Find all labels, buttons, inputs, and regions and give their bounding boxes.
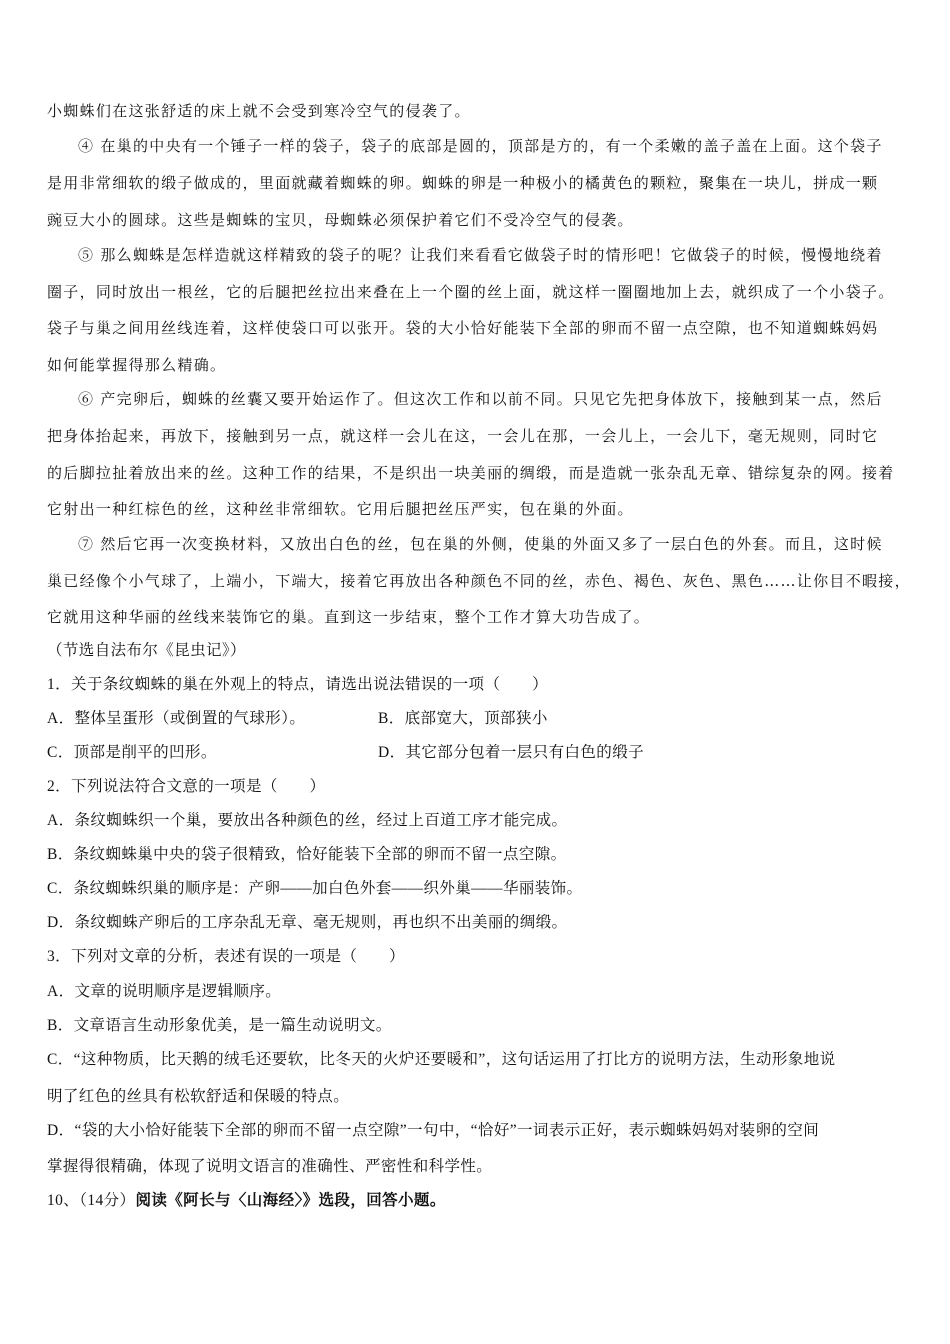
passage-paragraph-5: ⑤ 那么蜘蛛是怎样造就这样精致的袋子的呢？让我们来看看它做袋子时的情形吧！它做袋子的时候，慢慢地绕着 [78,246,883,264]
question-3-option-a: A．文章的说明顺序是逻辑顺序。 [47,983,282,1000]
question-1-option-c: C．顶部是削平的凹形。 [47,744,217,761]
passage-line: 圈子，同时放出一根丝，它的后腿把丝拉出来叠在上一个圈的丝上面，就这样一圈圈地加上去，就织成了一个小袋子。 [47,283,895,301]
question-1-option-b: B．底部宽大，顶部狭小 [378,710,548,727]
question-2-option-b: B．条纹蜘蛛巢中央的袋子很精致，恰好能装下全部的卵而不留一点空隙。 [47,846,567,863]
question-3-option-d-cont: 掌握得很精确，体现了说明文语言的准确性、严密性和科学性。 [47,1158,493,1175]
passage-paragraph-6: ⑥ 产完卵后，蜘蛛的丝囊又要开始运作了。但这次工作和以前不同。只见它先把身体放下，接触到某一点，然后 [78,390,883,408]
question-2-stem: 2．下列说法符合文意的一项是（ ） [47,778,326,795]
passage-source: （节选自法布尔《昆虫记》） [47,642,246,659]
question-2-option-c: C．条纹蜘蛛织巢的顺序是：产卵——加白色外套——织外巢——华丽装饰。 [47,880,583,897]
question-2-option-a: A．条纹蜘蛛织一个巢，要放出各种颜色的丝，经过上百道工序才能完成。 [47,812,568,829]
question-3-stem: 3．下列对文章的分析，表述有误的一项是（ ） [47,948,405,965]
passage-paragraph-7: ⑦ 然后它再一次变换材料，又放出白色的丝，包在巢的外侧，使巢的外面又多了一层白色的外套。而且，这时候 [78,535,883,553]
question-1-stem: 1．关于条纹蜘蛛的巢在外观上的特点，请选出说法错误的一项（ ） [47,676,549,693]
section-instruction: 阅读《阿长与〈山海经〉》选段，回答小题。 [135,1192,446,1209]
passage-line: 小蜘蛛们在这张舒适的床上就不会受到寒冷空气的侵袭了。 [47,102,471,120]
question-3-option-b: B．文章语言生动形象优美，是一篇生动说明文。 [47,1017,392,1034]
passage-line: 巢已经像个小气球了，上端小，下端大，接着它再放出各种颜色不同的丝，赤色、褐色、灰色、黑色……让你目不暇接， [47,572,911,590]
passage-line: 它射出一种红棕色的丝，这种丝非常细软。它用后腿把丝压严实，包在巢的外面。 [47,500,634,518]
question-3-option-c-cont: 明了红色的丝具有松软舒适和保暖的特点。 [47,1088,350,1105]
passage-line: 豌豆大小的圆球。这些是蜘蛛的宝贝，母蜘蛛必须保护着它们不受冷空气的侵袭。 [47,211,634,229]
question-3-option-c: C．“这种物质，比天鹅的绒毛还要软，比冬天的火炉还要暖和”，这句话运用了打比方的说明方法，生动形象地说 [47,1051,836,1068]
section-10-header [47,1191,446,1211]
question-1-option-d: D．其它部分包着一层只有白色的缎子 [378,744,644,761]
question-3-option-d: D．“袋的大小恰好能装下全部的卵而不留一点空隙”一句中，“恰好”一词表示正好，表示蜘蛛妈妈对装卵的空间 [47,1122,820,1139]
section-number: 10、 [47,1192,80,1209]
passage-paragraph-4: ④ 在巢的中央有一个锤子一样的袋子，袋子的底部是圆的，顶部是方的，有一个柔嫩的盖子盖在上面。这个袋子 [78,137,883,155]
passage-line: 袋子与巢之间用丝线连着，这样使袋口可以张开。袋的大小恰好能装下全部的卵而不留一点空隙，也不知道蜘蛛妈妈 [47,319,879,337]
passage-line: 的后脚拉扯着放出来的丝。这种工作的结果，不是织出一块美丽的绸缎，而是造就一张杂乱无章、错综复杂的网。接着 [47,464,895,482]
question-2-option-d: D．条纹蜘蛛产卵后的工序杂乱无章、毫无规则，再也织不出美丽的绸缎。 [47,914,568,931]
section-score: （14分） [79,1192,136,1209]
passage-line: 它就用这种华丽的丝线来装饰它的巢。直到这一步结束，整个工作才算大功告成了。 [47,608,651,626]
passage-line: 是用非常细软的缎子做成的，里面就藏着蜘蛛的卵。蜘蛛的卵是一种极小的橘黄色的颗粒，聚集在一块儿，拼成一颗 [47,174,879,192]
question-1-option-a: A．整体呈蛋形（或倒置的气球形）。 [47,710,306,727]
passage-line: 把身体抬起来，再放下，接触到另一点，就这样一会儿在这，一会儿在那，一会儿上，一会儿下，毫无规则，同时它 [47,427,879,445]
passage-line: 如何能掌握得那么精确。 [47,356,227,374]
